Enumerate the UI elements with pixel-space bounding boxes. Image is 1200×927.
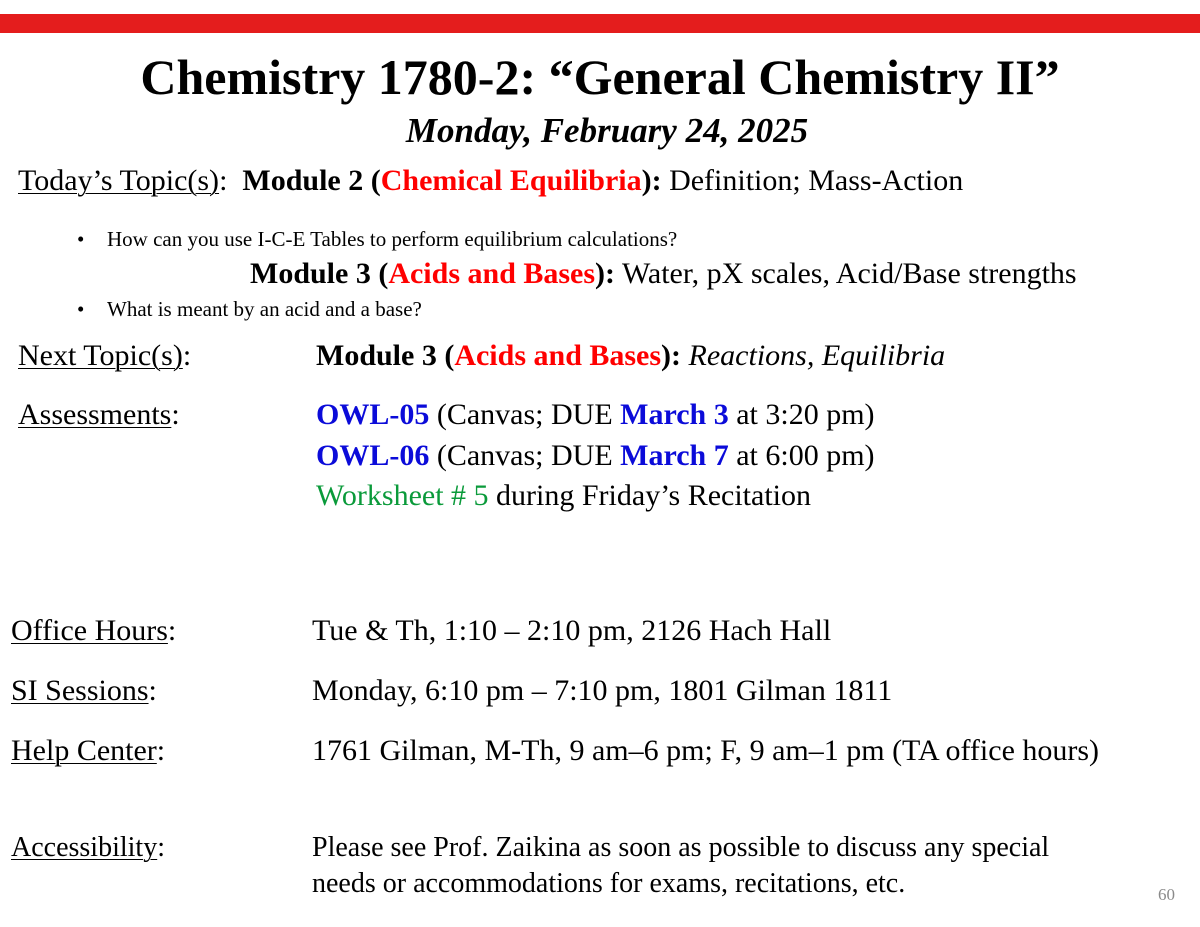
accessibility-line-1: Please see Prof. Zaikina as soon as possible to discuss any special [312,832,1050,863]
lecture-date: Monday, February 24, 2025 [405,111,809,150]
bullet-icon: • [77,227,85,251]
help-center-label-row: Help Center: [11,734,166,767]
accessibility-line-2: needs or accommodations for exams, recitations, etc. [312,868,906,899]
si-sessions-label-row: SI Sessions: [11,674,157,707]
help-center-value: 1761 Gilman, M-Th, 9 am–6 pm; F, 9 am–1 pm (TA office hours) [312,734,1100,767]
help-center-label: Help Center [11,734,157,767]
office-hours-label: Office Hours [11,614,168,647]
office-hours-label-row: Office Hours: [11,614,177,647]
assessments-label: Assessments [18,398,172,431]
module2-topic: Chemical Equilibria [380,164,642,197]
assessments-label-row: Assessments: [18,398,180,431]
next-topics-label-row: Next Topic(s): [18,339,192,372]
today-topics-label: Today’s Topic(s) [18,164,220,197]
accessibility-label-row: Accessibility: [11,832,165,863]
si-sessions-value: Monday, 6:10 pm – 7:10 pm, 1801 Gilman 1811 [312,674,893,707]
accent-bar [0,14,1200,33]
today-topics-row: Today’s Topic(s): Module 2 (Chemical Equilibria): Definition; Mass-Action [18,164,964,197]
next-topics-label: Next Topic(s) [18,339,183,372]
assessment-item: OWL-06 (Canvas; DUE March 7 at 6:00 pm) [316,439,875,472]
accessibility-label: Accessibility [11,832,158,863]
next-topics-value: Module 3 (Acids and Bases): Reactions, Equilibria [316,339,946,372]
si-sessions-label: SI Sessions [11,674,149,707]
worksheet-item: Worksheet # 5 during Friday’s Recitation [316,479,812,512]
page-number: 60 [1158,885,1175,904]
page-title: Chemistry 1780-2: “General Chemistry II” [140,49,1060,105]
today-bullet-1: • How can you use I-C-E Tables to perform equilibrium calculations? [77,227,678,251]
assessment-item: OWL-05 (Canvas; DUE March 3 at 3:20 pm) [316,398,875,431]
bullet-icon: • [77,297,85,321]
office-hours-value: Tue & Th, 1:10 – 2:10 pm, 2126 Hach Hall [312,614,832,647]
module3-topic: Acids and Bases [388,257,596,290]
module3-row: Module 3 (Acids and Bases): Water, pX scales, Acid/Base strengths [250,257,1077,290]
today-bullet-2: • What is meant by an acid and a base? [77,297,422,321]
